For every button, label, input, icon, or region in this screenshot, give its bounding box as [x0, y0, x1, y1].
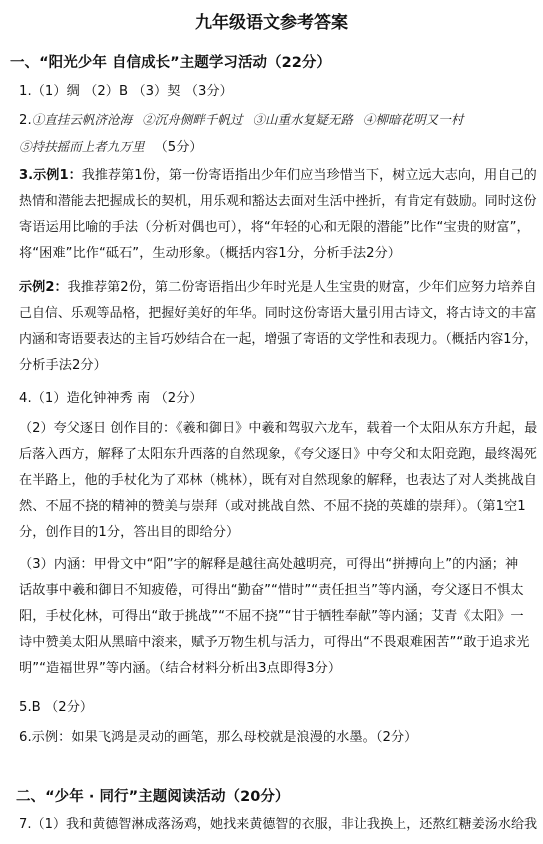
- question-7-answer: 7.（1）我和黄德智淋成落汤鸡，她找来黄德智的衣服，非让我换上，还熬红糖姜汤水给我: [19, 817, 538, 832]
- q3-ex1-text-3: 寄语运用比喻的手法（分析对偶也可），将“年轻的心和无限的潜能”比作“宝贵的财富”，: [19, 220, 530, 235]
- section-2-heading: 二、“少年 · 同行”主题阅读活动（20分）: [16, 789, 290, 805]
- q3-example1-label: 3.示例1：: [19, 168, 82, 183]
- q4-part3-line-5: 明”“造福世界”等内涵。（结合材料分析出3点即得3分）: [19, 661, 342, 676]
- q4-part3-line-1: （3）内涵：甲骨文中“阳”字的解释是越往高处越明亮，可得出“拼搏向上”的内涵；神: [19, 557, 519, 572]
- q3-ex2-text-1: 我推荐第2份，第二份寄语指出少年时光是人生宝贵的财富，少年们应努力培养自: [67, 280, 537, 295]
- question-6-answer: 6.示例：如果飞鸿是灵动的画笔，那么母校就是浪漫的水墨。（2分）: [19, 730, 418, 745]
- page-title: 九年级语文参考答案: [195, 13, 348, 33]
- q4-part1: 4.（1）造化钟神秀 南 （2分）: [19, 391, 203, 406]
- question-2-answer-line-1: [19, 111, 463, 130]
- q3-ex1-text-1: 我推荐第1份，第一份寄语指出少年们应当珍惜当下，树立远大志向，用自己的: [81, 168, 537, 183]
- q3-ex1-text-4: 将“困难”比作“砥石”，生动形象。（概括内容1分，分析手法2分）: [19, 246, 401, 261]
- q2-score: （5分）: [154, 140, 203, 155]
- question-5-answer: 5.B （2分）: [19, 700, 94, 715]
- q4-part3-line-4: 诗中赞美太阳从黑暗中滚来，赋予万物生机与活力，可得出“不畏艰难困苦”“敢于追求光: [19, 635, 530, 650]
- q4-part2-line-3: 在半路上，他的手杖化为了邓林（桃林），既有对自然现象的解释，也表达了对人类挑战自: [19, 473, 537, 488]
- q3-example2-line-1: [19, 279, 537, 297]
- q2-answer-4: ④柳暗花明又一村: [362, 112, 464, 127]
- q3-example2-label: 示例2：: [19, 280, 68, 295]
- q4-part3-line-2: 话故事中羲和御日不知疲倦，可得出“勤奋”“惜时”“责任担当”等内涵，夸父逐日不惧太: [19, 583, 524, 598]
- q2-answer-3: ③山重水复疑无路: [252, 112, 353, 127]
- question-2-answer-line-2: [19, 138, 203, 157]
- q2-answer-1: ①直挂云帆济沧海: [31, 112, 133, 127]
- q3-ex2-text-2: 己自信、乐观等品格，把握好美好的年华。同时这份寄语大量引用古诗文，将古诗文的丰富: [19, 306, 537, 321]
- q4-part2-line-5: 分，创作目的1分，答出目的即给分）: [19, 525, 240, 540]
- q4-part2-line-2: 后落入西方，解释了太阳东升西落的自然现象，《夸父逐日》中夸父和太阳竞跑，最终渴死: [19, 447, 537, 462]
- q3-example1-line-1: [19, 167, 537, 185]
- q3-ex2-text-4: 分析手法2分）: [19, 358, 107, 373]
- q2-answer-5: ⑤持扶摇而上者九万里: [19, 139, 145, 154]
- q4-part3-line-3: 阳，手杖化林，可得出“敢于挑战”“不屈不挠”“甘于牺牲奉献”等内涵；艾青《太阳》一: [19, 609, 524, 624]
- q3-ex2-text-3: 内涵和寄语要表达的主旨巧妙结合在一起，增强了寄语的文学性和表现力。（概括内容1分，: [19, 332, 538, 347]
- q2-answer-2: ②沉舟侧畔千帆过: [142, 112, 243, 127]
- q3-ex1-text-2: 热情和潜能去把握成长的契机，用乐观和豁达去面对生活中挫折，有肯定有鼓励。同时这份: [19, 194, 537, 209]
- question-1-answer: 1.（1）绸 （2）B （3）契 （3分）: [19, 84, 233, 99]
- question-2-number: 2.: [19, 113, 32, 128]
- q4-part2-line-1: （2）夸父逐日 创作目的：《羲和御日》中羲和驾驭六龙车，载着一个太阳从东方升起，最: [19, 421, 538, 436]
- q4-part2-line-4: 然、不屈不挠的精神的赞美与崇拜（或对挑战自然、不屈不挠的英雄的崇拜）。（第1空1: [19, 499, 526, 514]
- section-1-heading: 一、“阳光少年 自信成长”主题学习活动（22分）: [10, 55, 331, 71]
